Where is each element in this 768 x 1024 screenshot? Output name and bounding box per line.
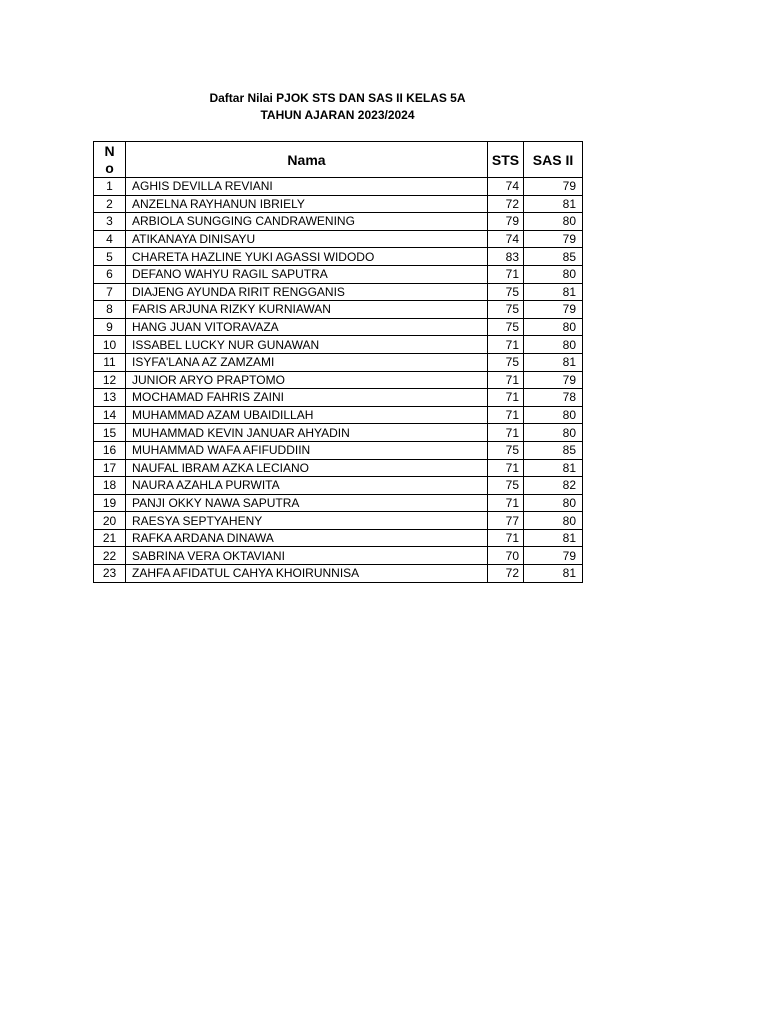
cell-sas-score: 81 [524,565,583,583]
cell-no: 14 [94,406,126,424]
table-row [94,441,583,459]
cell-no: 8 [94,301,126,319]
cell-nama: ZAHFA AFIDATUL CAHYA KHOIRUNNISA [126,565,488,583]
table-row [94,195,583,213]
cell-sas-score: 80 [524,336,583,354]
table-row [94,406,583,424]
cell-nama: CHARETA HAZLINE YUKI AGASSI WIDODO [126,248,488,266]
cell-sas-score: 78 [524,389,583,407]
cell-no: 7 [94,283,126,301]
cell-nama: HANG JUAN VITORAVAZA [126,318,488,336]
table-row [94,494,583,512]
cell-nama: ARBIOLA SUNGGING CANDRAWENING [126,213,488,231]
cell-sts-score: 71 [488,459,524,477]
cell-no: 19 [94,494,126,512]
cell-nama: JUNIOR ARYO PRAPTOMO [126,371,488,389]
header-no: No [94,142,126,178]
table-row [94,283,583,301]
table-row [94,353,583,371]
cell-sts-score: 72 [488,565,524,583]
header-sts: STS [488,142,524,178]
table-row [94,230,583,248]
cell-sas-score: 85 [524,248,583,266]
cell-nama: ISSABEL LUCKY NUR GUNAWAN [126,336,488,354]
cell-sts-score: 83 [488,248,524,266]
cell-sas-score: 79 [524,547,583,565]
cell-sas-score: 80 [524,494,583,512]
cell-sas-score: 80 [524,424,583,442]
cell-sas-score: 81 [524,353,583,371]
cell-sts-score: 77 [488,512,524,530]
cell-sts-score: 75 [488,477,524,495]
cell-sas-score: 81 [524,195,583,213]
cell-sts-score: 75 [488,353,524,371]
cell-no: 6 [94,265,126,283]
cell-no: 21 [94,529,126,547]
table-row [94,301,583,319]
cell-nama: FARIS ARJUNA RIZKY KURNIAWAN [126,301,488,319]
cell-nama: MUHAMMAD WAFA AFIFUDDIIN [126,441,488,459]
table-row [94,477,583,495]
cell-no: 16 [94,441,126,459]
table-row [94,265,583,283]
cell-sts-score: 75 [488,441,524,459]
cell-nama: ANZELNA RAYHANUN IBRIELY [126,195,488,213]
table-row [94,336,583,354]
cell-no: 20 [94,512,126,530]
cell-sas-score: 79 [524,371,583,389]
cell-nama: RAFKA ARDANA DINAWA [126,529,488,547]
header-sas: SAS II [524,142,583,178]
cell-no: 22 [94,547,126,565]
cell-no: 23 [94,565,126,583]
table-row [94,389,583,407]
cell-no: 11 [94,353,126,371]
cell-sas-score: 80 [524,265,583,283]
cell-sas-score: 79 [524,178,583,196]
cell-sas-score: 85 [524,441,583,459]
cell-no: 18 [94,477,126,495]
cell-sts-score: 71 [488,371,524,389]
cell-nama: ISYFA'LANA AZ ZAMZAMI [126,353,488,371]
grades-table [93,141,583,583]
title-line-2: TAHUN AJARAN 2023/2024 [260,108,415,122]
cell-no: 3 [94,213,126,231]
cell-no: 15 [94,424,126,442]
table-row [94,178,583,196]
cell-sas-score: 79 [524,230,583,248]
cell-sts-score: 75 [488,283,524,301]
table-row [94,424,583,442]
cell-nama: PANJI OKKY NAWA SAPUTRA [126,494,488,512]
cell-sas-score: 80 [524,406,583,424]
cell-no: 2 [94,195,126,213]
cell-sts-score: 75 [488,318,524,336]
table-row [94,565,583,583]
cell-sts-score: 79 [488,213,524,231]
cell-no: 4 [94,230,126,248]
cell-nama: MUHAMMAD KEVIN JANUAR AHYADIN [126,424,488,442]
cell-sas-score: 82 [524,477,583,495]
cell-nama: MUHAMMAD AZAM UBAIDILLAH [126,406,488,424]
header-nama: Nama [126,142,488,178]
cell-nama: DEFANO WAHYU RAGIL SAPUTRA [126,265,488,283]
title-line-1: Daftar Nilai PJOK STS DAN SAS II KELAS 5A [209,91,466,105]
cell-nama: AGHIS DEVILLA REVIANI [126,178,488,196]
cell-sas-score: 79 [524,301,583,319]
cell-sas-score: 81 [524,283,583,301]
cell-nama: MOCHAMAD FAHRIS ZAINI [126,389,488,407]
table-header-row [94,142,583,178]
table-row [94,248,583,266]
cell-no: 13 [94,389,126,407]
table-row [94,512,583,530]
cell-sts-score: 72 [488,195,524,213]
cell-no: 1 [94,178,126,196]
cell-sts-score: 74 [488,178,524,196]
table-row [94,318,583,336]
cell-nama: DIAJENG AYUNDA RIRIT RENGGANIS [126,283,488,301]
cell-sas-score: 80 [524,318,583,336]
cell-no: 9 [94,318,126,336]
cell-sts-score: 71 [488,424,524,442]
cell-sts-score: 71 [488,406,524,424]
cell-sts-score: 71 [488,336,524,354]
cell-nama: RAESYA SEPTYAHENY [126,512,488,530]
cell-nama: ATIKANAYA DINISAYU [126,230,488,248]
cell-no: 17 [94,459,126,477]
cell-nama: NAUFAL IBRAM AZKA LECIANO [126,459,488,477]
cell-sas-score: 80 [524,213,583,231]
cell-sas-score: 80 [524,512,583,530]
cell-sts-score: 71 [488,529,524,547]
cell-sts-score: 74 [488,230,524,248]
cell-no: 12 [94,371,126,389]
table-row [94,529,583,547]
cell-sas-score: 81 [524,529,583,547]
cell-sas-score: 81 [524,459,583,477]
table-row [94,213,583,231]
cell-nama: SABRINA VERA OKTAVIANI [126,547,488,565]
document-title [93,90,582,124]
cell-nama: NAURA AZAHLA PURWITA [126,477,488,495]
cell-sts-score: 71 [488,265,524,283]
table-row [94,459,583,477]
cell-no: 5 [94,248,126,266]
cell-sts-score: 71 [488,494,524,512]
table-row [94,547,583,565]
cell-sts-score: 71 [488,389,524,407]
cell-no: 10 [94,336,126,354]
table-row [94,371,583,389]
cell-sts-score: 75 [488,301,524,319]
cell-sts-score: 70 [488,547,524,565]
